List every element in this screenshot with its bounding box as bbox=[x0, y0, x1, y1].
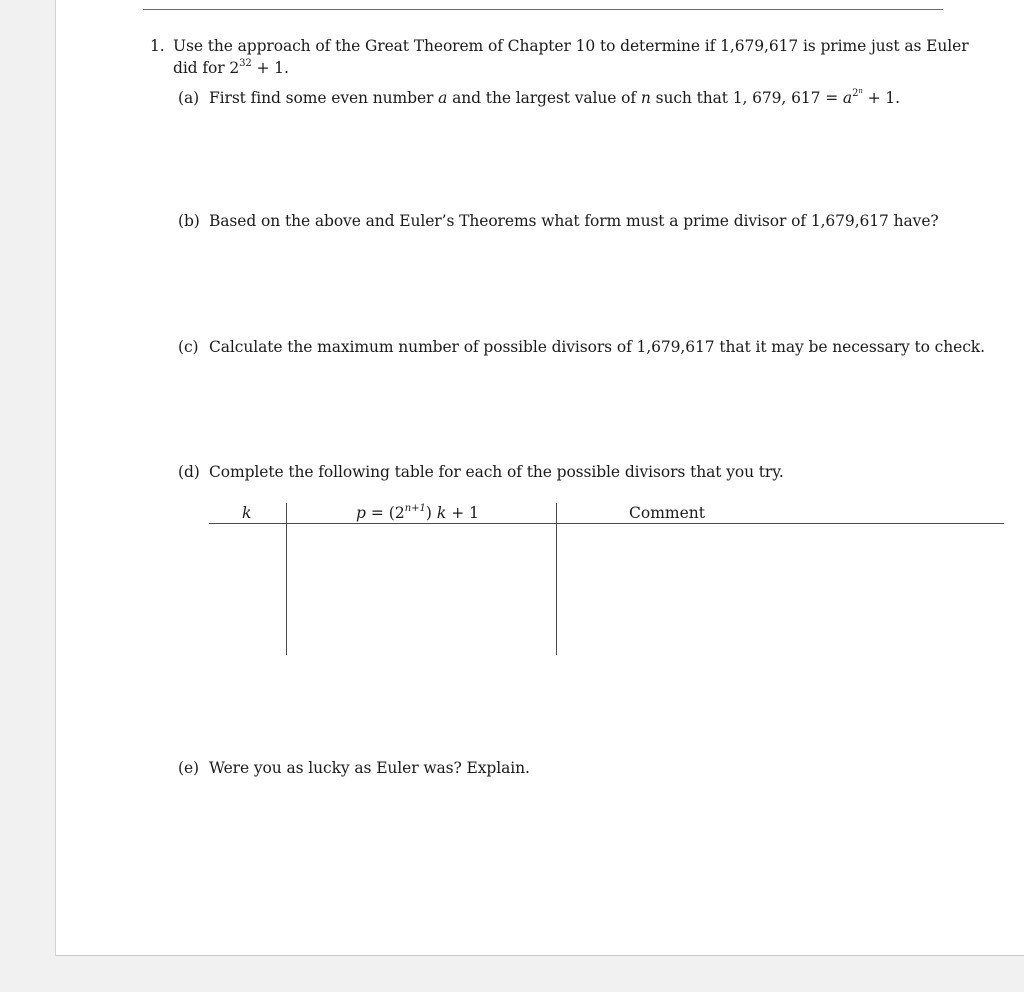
question-line-2-prefix: did for 2 bbox=[173, 59, 240, 77]
part-a-var-n: n bbox=[640, 89, 651, 107]
part-a-text-mid: and the largest value of bbox=[447, 89, 641, 107]
question-line-1: Use the approach of the Great Theorem of Chapter 10 to determine if 1,679,617 is prime just as Euler bbox=[173, 37, 969, 55]
part-a-text-mid2: such that 1, 679, 617 = bbox=[650, 89, 843, 107]
table-header-p-suffix: + 1 bbox=[446, 504, 479, 522]
table-header-p bbox=[356, 503, 479, 523]
table-header-p-paren: ) bbox=[425, 504, 432, 522]
part-c-text: Calculate the maximum number of possible divisors of 1,679,617 that it may be necessary to check. bbox=[209, 338, 985, 356]
part-b-label: (b) bbox=[178, 212, 200, 230]
part-b-text: Based on the above and Euler’s Theorems what form must a prime divisor of 1,679,617 have? bbox=[209, 212, 939, 230]
part-d bbox=[178, 462, 784, 483]
part-a-var-a: a bbox=[438, 89, 448, 107]
question-exponent: 32 bbox=[239, 58, 252, 69]
question-number: 1. bbox=[150, 37, 165, 55]
table-header-p-exp: n+1 bbox=[404, 503, 426, 514]
part-e-label: (e) bbox=[178, 759, 199, 777]
part-a bbox=[178, 88, 900, 109]
table-column-divider-2 bbox=[556, 503, 557, 655]
table-header-comment: Comment bbox=[629, 504, 705, 522]
part-d-text: Complete the following table for each of the possible divisors that you try. bbox=[209, 463, 784, 481]
part-a-exponent bbox=[852, 88, 863, 99]
table-header-rule bbox=[209, 523, 1004, 524]
part-a-exp-exp: n bbox=[858, 87, 863, 95]
part-c bbox=[178, 337, 985, 358]
part-e-text: Were you as lucky as Euler was? Explain. bbox=[209, 759, 530, 777]
part-a-exp-base: 2 bbox=[852, 88, 859, 99]
part-a-label: (a) bbox=[178, 89, 200, 107]
table-header-p-var: p bbox=[356, 504, 366, 522]
table-header-p-k: k bbox=[431, 504, 447, 522]
question-line-2 bbox=[173, 58, 289, 79]
part-b bbox=[178, 211, 939, 232]
top-divider bbox=[143, 9, 943, 10]
part-e bbox=[178, 758, 530, 779]
part-a-base: a bbox=[842, 89, 853, 107]
question-line-2-suffix: + 1. bbox=[251, 59, 289, 77]
table-column-divider-1 bbox=[286, 503, 287, 655]
table-header-k: k bbox=[242, 504, 252, 522]
part-a-text: First find some even number bbox=[209, 89, 439, 107]
part-c-label: (c) bbox=[178, 338, 199, 356]
part-d-label: (d) bbox=[178, 463, 200, 481]
table-header-p-eq: = (2 bbox=[365, 504, 405, 522]
part-a-text-suffix: + 1. bbox=[862, 89, 900, 107]
